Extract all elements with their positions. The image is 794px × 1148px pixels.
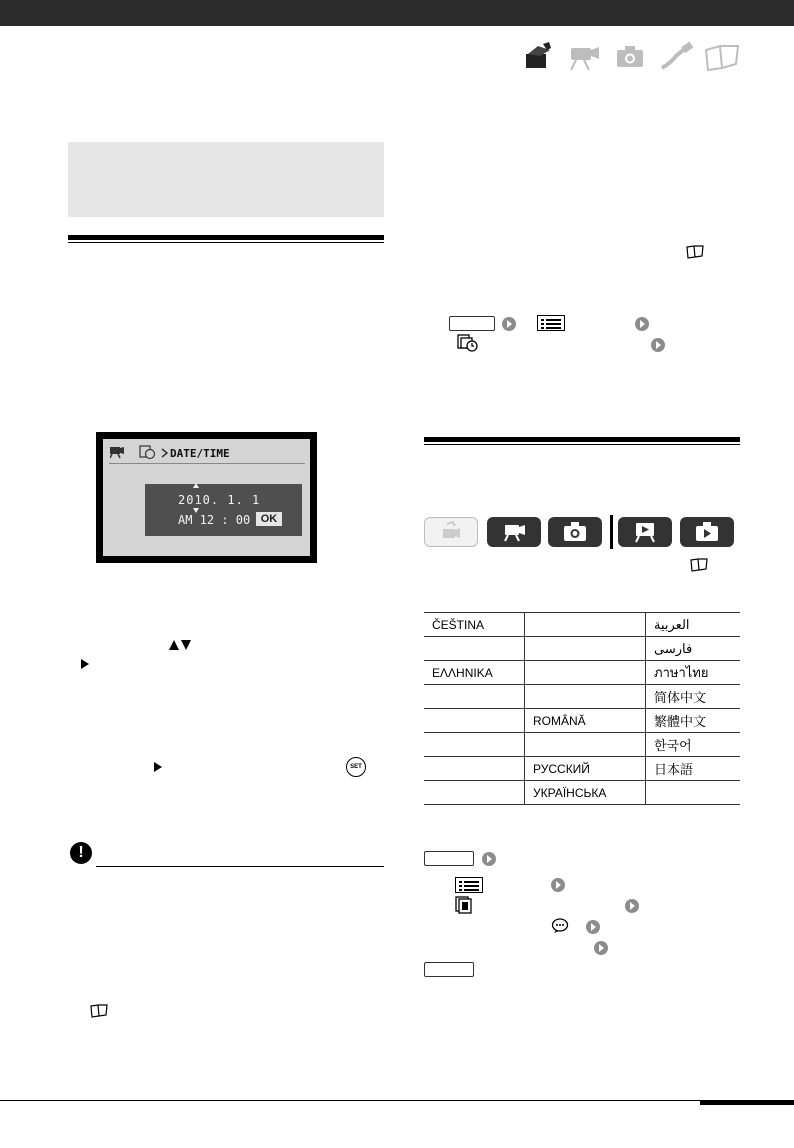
next-arrow-icon	[482, 852, 496, 866]
table-cell: УКРАЇНСЬКА	[525, 781, 646, 805]
table-cell	[424, 781, 525, 805]
table-cell	[424, 685, 525, 709]
chapter-icons	[516, 40, 762, 76]
note-rule	[96, 866, 384, 867]
table-row	[424, 685, 740, 709]
table-cell	[424, 733, 525, 757]
menu-list-icon	[455, 877, 483, 893]
photo-playback-mode-icon	[680, 517, 734, 547]
section-rule-thin	[424, 444, 740, 445]
preparation-icon	[516, 40, 560, 74]
table-row	[424, 757, 740, 781]
table-cell: ΕΛΛΗΝΙΚΑ	[424, 661, 525, 685]
table-cell: ภาษาไทย	[646, 661, 741, 685]
section-rule-thin	[68, 242, 384, 243]
table-cell: العربية	[646, 613, 741, 637]
auto-mode-icon	[424, 517, 478, 547]
ok-button: OK	[256, 512, 282, 526]
table-row	[424, 613, 740, 637]
next-arrow-icon	[551, 878, 565, 892]
book-reference-icon	[686, 245, 704, 259]
table-cell: РУССКИЙ	[525, 757, 646, 781]
table-cell	[424, 709, 525, 733]
photo-record-mode-icon	[548, 517, 602, 547]
book-reference-icon	[690, 558, 708, 572]
next-arrow-icon	[651, 338, 665, 352]
up-arrow-icon	[193, 483, 199, 488]
table-row	[424, 733, 740, 757]
set-button-icon: SET	[346, 757, 366, 777]
table-cell	[525, 613, 646, 637]
up-down-icon	[168, 638, 192, 652]
table-cell	[424, 637, 525, 661]
next-arrow-icon	[502, 317, 516, 331]
language-table	[424, 612, 740, 805]
connect-cable-icon	[654, 40, 698, 74]
table-cell	[424, 757, 525, 781]
menu-list-icon	[537, 315, 565, 331]
footer-stub	[700, 1100, 794, 1105]
book-reference-icon	[90, 1004, 108, 1018]
display-setup-icon	[454, 895, 476, 915]
func-button-icon	[424, 962, 474, 977]
table-cell: ČEŠTINA	[424, 613, 525, 637]
func-button-icon	[449, 316, 495, 331]
footer-rule	[0, 1100, 700, 1101]
lcd-divider	[109, 463, 305, 464]
lcd-title: DATE/TIME	[170, 447, 230, 460]
table-cell: 日本語	[646, 757, 741, 781]
warning-icon: !	[70, 842, 92, 864]
lcd-screen	[96, 432, 317, 563]
table-cell: 한국어	[646, 733, 741, 757]
mode-separator	[610, 515, 613, 549]
table-row	[424, 661, 740, 685]
table-cell	[525, 661, 646, 685]
section-rule	[68, 235, 384, 240]
table-cell: 简体中文	[646, 685, 741, 709]
video-record-mode-icon	[487, 517, 541, 547]
lcd-date: 2010. 1. 1	[178, 493, 261, 507]
heading-box	[68, 142, 384, 217]
table-cell: فارسی	[646, 637, 741, 661]
video-playback-mode-icon	[618, 517, 672, 547]
photo-icon	[608, 40, 652, 74]
table-row	[424, 781, 740, 805]
table-row	[424, 637, 740, 661]
next-arrow-icon	[594, 941, 608, 955]
next-arrow-icon	[586, 920, 600, 934]
language-icon	[551, 918, 569, 934]
next-arrow-icon	[625, 899, 639, 913]
right-arrow-icon	[80, 658, 90, 670]
camera-mode-icon	[110, 445, 170, 461]
date-time-panel	[145, 484, 302, 536]
func-button-icon	[424, 851, 474, 866]
video-camera-icon	[562, 40, 606, 74]
table-cell: ROMÂNĂ	[525, 709, 646, 733]
right-arrow-icon	[153, 761, 163, 773]
table-cell	[646, 781, 741, 805]
date-time-setup-icon	[456, 334, 480, 352]
section-rule	[424, 437, 740, 442]
table-cell: 繁體中文	[646, 709, 741, 733]
next-arrow-icon	[635, 317, 649, 331]
book-icon	[700, 40, 744, 74]
table-row	[424, 709, 740, 733]
table-cell	[525, 733, 646, 757]
lcd-time: AM 12 : 00	[178, 513, 251, 527]
table-cell	[525, 685, 646, 709]
table-cell	[525, 637, 646, 661]
top-bar	[0, 0, 794, 26]
